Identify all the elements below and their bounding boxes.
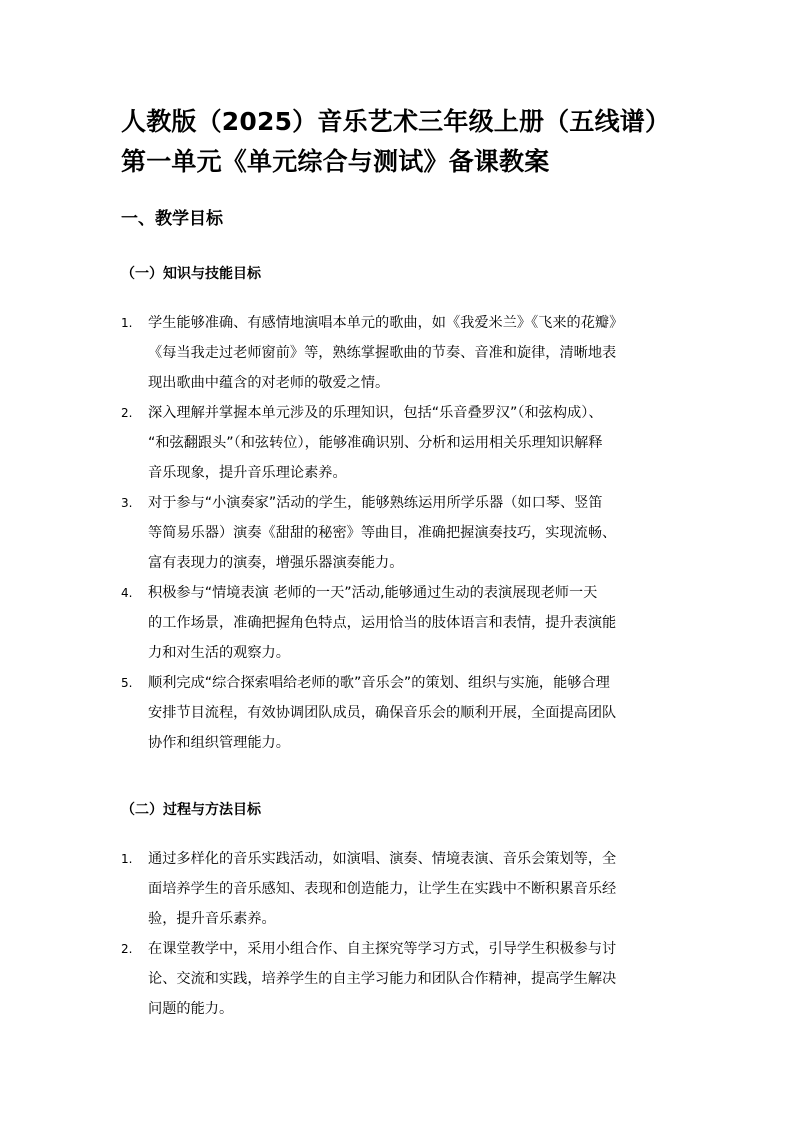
- list-item: [121, 488, 681, 578]
- text-line: 对于参与“小演奏家”活动的学生，能够熟练运用所学乐器（如口琴、竖笛: [148, 495, 603, 511]
- list-item-number: 1.: [121, 316, 133, 330]
- text-line: 等简易乐器）演奏《甜甜的秘密》等曲目，准确把握演奏技巧，实现流畅、: [148, 525, 617, 541]
- list-item-text: [148, 488, 681, 578]
- list-item: [121, 934, 681, 1024]
- text-line: 验，提升音乐素养。: [148, 911, 276, 927]
- knowledge-skills-list: [121, 308, 681, 758]
- subsection-heading-process-methods: （二）过程与方法目标: [121, 802, 261, 818]
- text-line: 通过多样化的音乐实践活动，如演唱、演奏、情境表演、音乐会策划等，全: [148, 851, 617, 867]
- text-line: 学生能够准确、有感情地演唱本单元的歌曲，如《我爱米兰》《飞来的花瓣》: [148, 315, 624, 331]
- text-line: 论、交流和实践，培养学生的自主学习能力和团队合作精神，提高学生解决: [148, 971, 617, 987]
- list-item: [121, 844, 681, 934]
- list-item: [121, 578, 681, 668]
- text-line: 现出歌曲中蕴含的对老师的敬爱之情。: [148, 375, 390, 391]
- list-item-number: 2.: [121, 942, 133, 956]
- list-item: [121, 668, 681, 758]
- subsection-heading-knowledge-skills: （一）知识与技能目标: [121, 266, 261, 282]
- process-methods-list: [121, 844, 681, 1024]
- list-item: [121, 308, 681, 398]
- text-line: 积极参与“情境表演 老师的一天”活动,能够通过生动的表演展现老师一天: [148, 585, 598, 601]
- title-line-1: 人教版（2025）音乐艺术三年级上册（五线谱）: [121, 107, 671, 136]
- text-line: 问题的能力。: [148, 1001, 234, 1017]
- list-item-text: [148, 578, 681, 668]
- text-line: “和弦翻跟头”（和弦转位），能够准确识别、分析和运用相关乐理知识解释: [148, 435, 603, 451]
- document-title: [121, 102, 721, 182]
- list-item-text: [148, 934, 681, 1024]
- text-line: 音乐现象，提升音乐理论素养。: [148, 465, 347, 481]
- text-line: 顺利完成“综合探索唱给老师的歌”音乐会”的策划、组织与实施，能够合理: [148, 675, 610, 691]
- text-line: 安排节目流程，有效协调团队成员，确保音乐会的顺利开展，全面提高团队: [148, 705, 617, 721]
- text-line: 《每当我走过老师窗前》等，熟练掌握歌曲的节奏、音准和旋律，清晰地表: [148, 345, 617, 361]
- list-item-number: 5.: [121, 676, 133, 690]
- list-item-number: 3.: [121, 496, 133, 510]
- section-heading-teaching-goals: 一、教学目标: [121, 209, 223, 229]
- text-line: 富有表现力的演奏，增强乐器演奏能力。: [148, 555, 404, 571]
- text-line: 的工作场景，准确把握角色特点，运用恰当的肢体语言和表情，提升表演能: [148, 615, 617, 631]
- list-item-number: 1.: [121, 852, 133, 866]
- list-item-text: [148, 308, 681, 398]
- text-line: 面培养学生的音乐感知、表现和创造能力，让学生在实践中不断积累音乐经: [148, 881, 617, 897]
- text-line: 在课堂教学中，采用小组合作、自主探究等学习方式，引导学生积极参与讨: [148, 941, 617, 957]
- list-item-number: 4.: [121, 586, 133, 600]
- list-item-text: [148, 668, 681, 758]
- list-item: [121, 398, 681, 488]
- text-line: 力和对生活的观察力。: [148, 645, 290, 661]
- title-line-2: 第一单元《单元综合与测试》备课教案: [121, 147, 550, 176]
- list-item-text: [148, 844, 681, 934]
- text-line: 协作和组织管理能力。: [148, 735, 290, 751]
- text-line: 深入理解并掌握本单元涉及的乐理知识，包括“乐音叠罗汉”（和弦构成）、: [148, 405, 603, 421]
- list-item-number: 2.: [121, 406, 133, 420]
- list-item-text: [148, 398, 681, 488]
